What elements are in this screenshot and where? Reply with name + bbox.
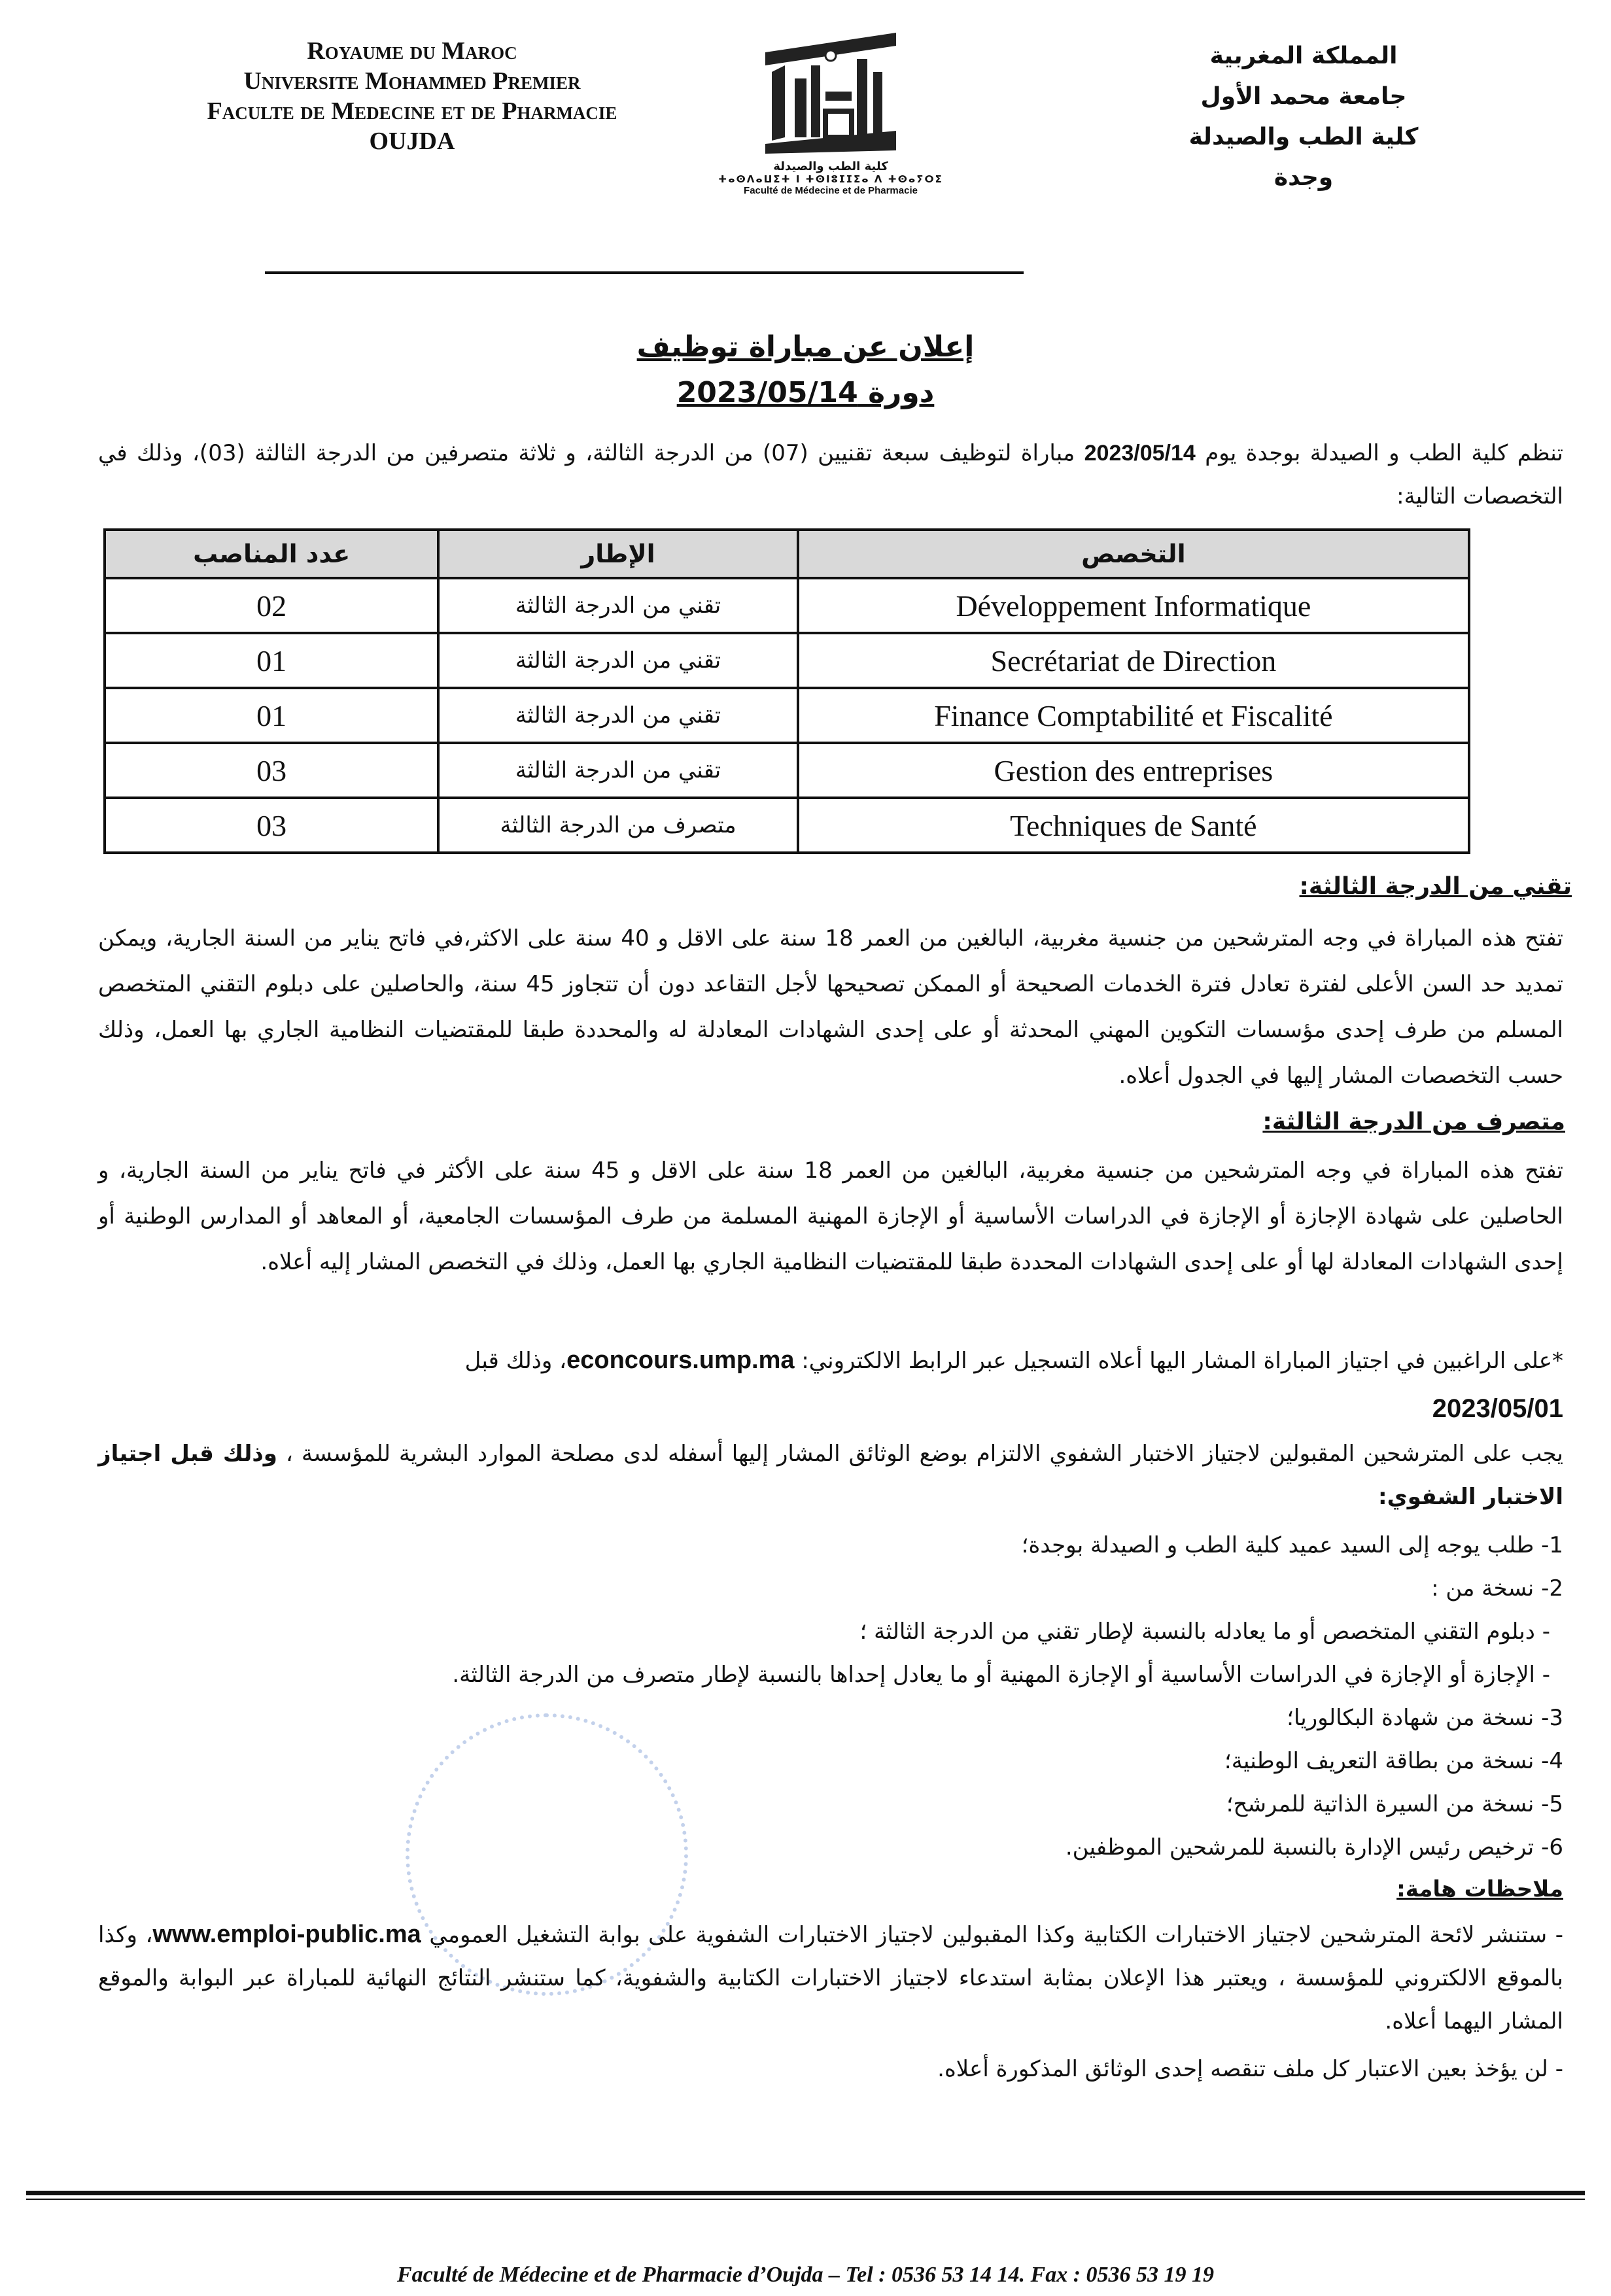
administrateur-heading: متصرف من الدرجة الثالثة:: [1262, 1108, 1565, 1135]
intro-date: 2023/05/14: [1084, 441, 1196, 466]
technicien-heading: تقني من الدرجة الثالثة:: [1299, 873, 1572, 900]
positions-table: [103, 528, 1470, 854]
list-item: 6- ترخيص رئيس الإدارة بالنسبة للمرشحين الموظفين.: [1065, 1834, 1563, 1860]
notes-paragraph-1: [98, 1913, 1563, 2043]
registration-deadline-line: [98, 1386, 1563, 1432]
header-fr-line: Universite Mohammed Premier: [243, 67, 581, 95]
row-cadre: تقني من الدرجة الثالثة: [438, 633, 797, 688]
row-cadre: تقني من الدرجة الثالثة: [438, 688, 797, 743]
row-cadre: متصرف من الدرجة الثالثة: [438, 798, 797, 853]
footer-contact: Faculté de Médecine et de Pharmacie d’Oujda – Tel : 0536 53 14 14. Fax : 0536 53 19 19: [396, 2263, 1215, 2287]
list-item: 5- نسخة من السيرة الذاتية للمرشح؛: [1226, 1791, 1563, 1817]
row-cadre: تقني من الدرجة الثالثة: [438, 578, 797, 633]
row-count: 02: [105, 578, 438, 633]
notes-heading: ملاحظات هامة:: [1396, 1876, 1563, 1902]
intro-text-a: تنظم كلية الطب و الصيدلة بوجدة يوم: [1195, 440, 1563, 466]
list-item: - دبلوم التقني المتخصص أو ما يعادله بالنسبة لإطار تقني من الدرجة الثالثة ؛: [859, 1619, 1550, 1645]
header-count: عدد المناصب: [105, 530, 438, 578]
list-item: 1- طلب يوجه إلى السيد عميد كلية الطب و الصيدلة بوجدة؛: [1021, 1532, 1563, 1558]
row-spec: Finance Comptabilité et Fiscalité: [798, 688, 1469, 743]
technicien-paragraph: تفتح هذه المباراة في وجه المترشحين من جنسية مغربية، البالغين من العمر 18 سنة على الاقل و 40 سنة على الاكثر،في فاتح يناير من السنة الجارية، ويمكن تمديد حد السن الأعلى لفترة تعادل فترة الخدمات الصحيحة أو الممكن تصحيحها لأجل التقاعد دون أن تتجاوز 45 سنة، والحاصلين على دبلوم التقني المتخصص المسلم من طرف إحدى مؤسسات التكوين المهني المحدثة أو على إحدى الشهادات المعادلة له والمحددة طبقا للمقتضيات النظامية الجاري بها العمل، وذلك حسب التخصصات المشار إليها في الجدول أعلاه.: [98, 925, 1563, 1089]
list-item: 2- نسخة من :: [1431, 1575, 1563, 1602]
documents-intro: [98, 1432, 1563, 1518]
list-item: 3- نسخة من شهادة البكالوريا؛: [1287, 1705, 1563, 1731]
table-row: [105, 798, 1469, 853]
notes-text-b: ، وكذا بالموقع الالكتروني للمؤسسة ، ويعتبر هذا الإعلان بمثابة استدعاء لاجتياز الاختبارات الكتابية والشفوية، كما ستنشر النتائج النهائية للمباراة عبر البوابة والموقع المشار اليهما أعلاه.: [98, 1922, 1563, 2034]
intro-text-b: مباراة لتوظيف سبعة تقنيين (07) من الدرجة الثالثة، و ثلاثة متصرفين من الدرجة الثالثة (03)، وذلك في التخصصات التالية:: [98, 440, 1563, 509]
header-fr-line: OUJDA: [369, 128, 455, 155]
table-header-row: [105, 530, 1469, 578]
header-fr-line: Royaume du Maroc: [307, 37, 517, 65]
row-spec: Secrétariat de Direction: [798, 633, 1469, 688]
table-row: [105, 743, 1469, 798]
row-count: 03: [105, 743, 438, 798]
logo-emblem-icon: [746, 26, 916, 157]
header-arabic: [1166, 36, 1441, 198]
table-row: [105, 688, 1469, 743]
header-ar-line: كلية الطب والصيدلة: [1188, 124, 1419, 150]
row-count: 01: [105, 633, 438, 688]
registration-text: *على الراغبين في اجتياز المباراة المشار اليها أعلاه التسجيل عبر الرابط الالكتروني:: [794, 1348, 1563, 1374]
list-item: 4- نسخة من بطاقة التعريف الوطنية؛: [1224, 1748, 1563, 1774]
registration-link[interactable]: econcours.ump.ma: [566, 1346, 795, 1374]
header-ar-line: جامعة محمد الأول: [1200, 83, 1407, 110]
row-spec: Techniques de Santé: [798, 798, 1469, 853]
registration-text-2: ، وذلك قبل: [464, 1348, 567, 1374]
notes-paragraph-2: - لن يؤخذ بعين الاعتبار كل ملف تنقصه إحدى الوثائق المذكورة أعلاه.: [937, 2056, 1563, 2082]
registration-deadline: 2023/05/01: [1432, 1394, 1563, 1423]
row-cadre: تقني من الدرجة الثالثة: [438, 743, 797, 798]
footer-divider-thin: [26, 2199, 1585, 2200]
header-french: [118, 36, 706, 156]
documents-intro-text: يجب على المترشحين المقبولين لاجتياز الاختبار الشفوي الالتزام بوضع الوثائق المشار إليها أسفله لدى مصلحة الموارد البشرية للمؤسسة ،: [277, 1441, 1563, 1467]
registration-paragraph: [98, 1337, 1563, 1384]
row-count: 03: [105, 798, 438, 853]
header-fr-line: Faculte de Medecine et de Pharmacie: [207, 97, 617, 125]
row-spec: Développement Informatique: [798, 578, 1469, 633]
list-item: - الإجازة أو الإجازة في الدراسات الأساسية أو الإجازة المهنية أو ما يعادل إحداها بالنسبة لإطار متصرف من الدرجة الثالثة.: [452, 1662, 1550, 1688]
header-ar-line: المملكة المغربية: [1209, 43, 1398, 69]
table-row: [105, 578, 1469, 633]
logo-french-text: Faculté de Médecine et de Pharmacie: [744, 185, 918, 196]
row-spec: Gestion des entreprises: [798, 743, 1469, 798]
table-row: [105, 633, 1469, 688]
header-divider: [265, 271, 1024, 274]
intro-paragraph: [98, 432, 1563, 518]
row-count: 01: [105, 688, 438, 743]
documents-list: [98, 1524, 1563, 1869]
documents-intro-bold: وذلك قبل اجتياز الاختبار الشفوي:: [98, 1441, 1563, 1510]
faculty-logo: [693, 26, 968, 222]
logo-tifinagh-text: ⵜⴰⵙⴷⴰⵡⵉⵜ ⵏ ⵜⵙⵏⵓⵊⵊⵉⴰ ⴷ ⵜⵙⴰⵢⵔⵉ: [718, 173, 943, 185]
logo-arabic-text: كلية الطب والصيدلة: [773, 160, 888, 173]
notes-link[interactable]: www.emploi-public.ma: [152, 1921, 421, 1948]
session-title: دورة 2023/05/14: [676, 376, 935, 409]
administrateur-paragraph: تفتح هذه المباراة في وجه المترشحين من جنسية مغربية، البالغين من العمر 18 سنة على الاقل و 45 سنة على الأكثر في فاتح يناير من السنة الجارية، و الحاصلين على شهادة الإجازة أو الإجازة في الدراسات الأساسية أو الإجازة المهنية المسلمة من طرف المؤسسات الجامعية، أو المعاهد أو المدارس الوطنية أو إحدى الشهادات المعادلة لها أو على إحدى الشهادات المحددة طبقا للمقتضيات النظامية الجاري بها العمل، وذلك في التخصص المشار إليه أعلاه.: [98, 1157, 1563, 1275]
header-spec: التخصص: [798, 530, 1469, 578]
notes-text-a: - ستنشر لائحة المترشحين لاجتياز الاختبارات الكتابية وكذا المقبولين لاجتياز الاختبارات الشفوية على بوابة التشغيل العمومي: [421, 1922, 1563, 1948]
header-ar-line: وجدة: [1273, 164, 1334, 191]
announcement-title: إعلان عن مباراة توظيف: [636, 330, 975, 364]
header-cadre: الإطار: [438, 530, 797, 578]
footer-divider-thick: [26, 2191, 1585, 2195]
